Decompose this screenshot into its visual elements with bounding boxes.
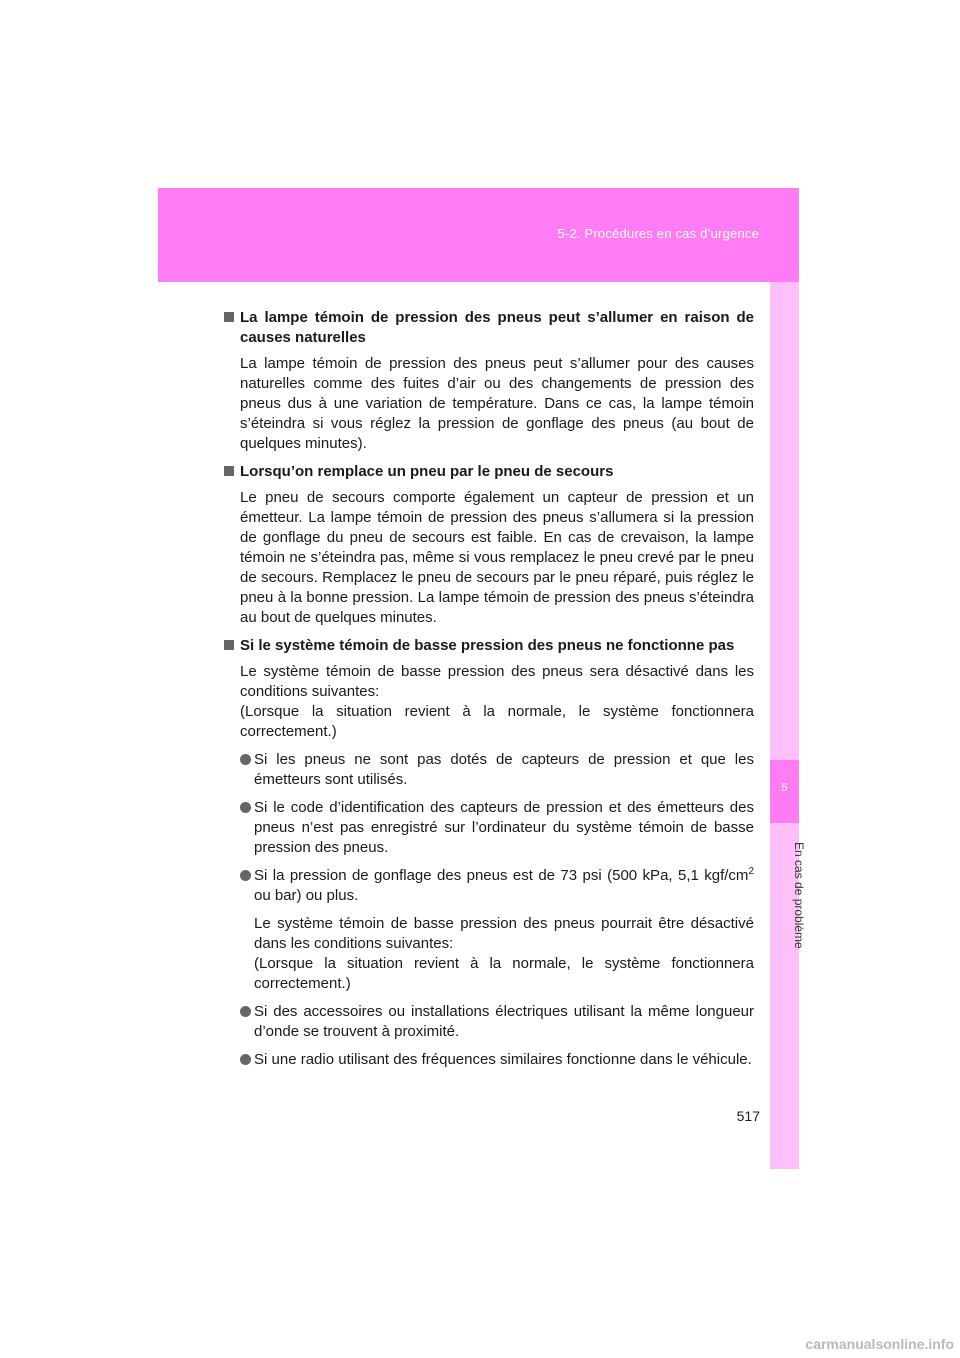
circle-bullet-icon bbox=[240, 1054, 251, 1065]
sub-paragraph: Le système témoin de basse pression des pneus pourrait être désactivé dans les conditions suivantes: bbox=[254, 915, 754, 952]
paragraph: La lampe témoin de pression des pneus peut s’allumer pour des causes naturelles comme des fuites d’air ou des changements de pression des pneus dus à une variation de température. Dans ce cas, la lampe témoin s’éteindra si vous réglez la pression de gonflage des pneus (au bout de quelques minutes). bbox=[240, 355, 754, 452]
chapter-label: En cas de problème bbox=[792, 842, 806, 949]
header-band bbox=[158, 188, 799, 282]
circle-bullet-icon bbox=[240, 802, 251, 813]
heading-text: La lampe témoin de pression des pneus peut s’allumer en raison de causes naturelles bbox=[240, 309, 754, 346]
list-item-text-post: ou bar) ou plus. bbox=[254, 887, 359, 904]
list-item-text-pre: Si la pression de gonflage des pneus est de 73 psi (500 kPa, 5,1 kgf/cm bbox=[254, 867, 749, 884]
watermark: carmanualsonline.info bbox=[805, 1336, 954, 1352]
chapter-tab-active bbox=[770, 760, 799, 823]
section-system-not-working bbox=[224, 636, 754, 1070]
circle-bullet-icon bbox=[240, 754, 251, 765]
paragraph: Le pneu de secours comporte également un capteur de pression et un émetteur. La lampe témoin de pression des pneus s’allumera si la pression de gonflage du pneu de secours est faible. En cas de crevaison, la lampe témoin ne s’éteindra pas, même si vous remplacez le pneu crevé par le pneu de secours. Remplacez le pneu de secours par le pneu réparé, puis réglez le pneu à la bonne pression. La lampe témoin de pression des pneus s’éteindra au bout de quelques minutes. bbox=[240, 489, 754, 626]
heading-text: Lorsqu’on remplace un pneu par le pneu de secours bbox=[240, 463, 614, 480]
list-item-text: Si des accessoires ou installations électriques utilisant la même longueur d’onde se trouvent à proximité. bbox=[254, 1003, 754, 1040]
section-heading bbox=[224, 636, 754, 656]
chapter-number: 5 bbox=[781, 782, 788, 794]
list-item-text: Si le code d’identification des capteurs de pression et des émetteurs des pneus n’est pas enregistré sur l’ordinateur du système témoin de basse pression des pneus. bbox=[254, 799, 754, 856]
page-content bbox=[224, 308, 754, 1078]
sub-paragraph-note: (Lorsque la situation revient à la normale, le système fonctionnera correctement.) bbox=[254, 955, 754, 992]
section-natural-causes bbox=[224, 308, 754, 454]
circle-bullet-icon bbox=[240, 1006, 251, 1017]
list-item bbox=[224, 750, 754, 790]
list-item bbox=[224, 1002, 754, 1042]
list-item bbox=[224, 866, 754, 906]
heading-text: Si le système témoin de basse pression des pneus ne fonctionne pas bbox=[240, 637, 735, 654]
superscript: 2 bbox=[748, 866, 754, 877]
section-title: 5-2. Procédures en cas d’urgence bbox=[557, 226, 759, 241]
section-spare-tire bbox=[224, 462, 754, 628]
square-bullet-icon bbox=[224, 312, 234, 322]
section-heading bbox=[224, 308, 754, 348]
paragraph: Le système témoin de basse pression des pneus sera désactivé dans les conditions suivantes: bbox=[240, 663, 754, 700]
chapter-side-tab bbox=[770, 282, 806, 1169]
chapter-label-wrap bbox=[770, 842, 806, 1032]
square-bullet-icon bbox=[224, 640, 234, 650]
paragraph-note: (Lorsque la situation revient à la normale, le système fonctionnera correctement.) bbox=[240, 703, 754, 740]
list-item-text: Si les pneus ne sont pas dotés de capteurs de pression et que les émetteurs sont utilisés. bbox=[254, 751, 754, 788]
page-number: 517 bbox=[736, 1108, 760, 1124]
circle-bullet-icon bbox=[240, 870, 251, 881]
list-item bbox=[224, 1050, 754, 1070]
square-bullet-icon bbox=[224, 466, 234, 476]
list-item bbox=[224, 798, 754, 858]
section-heading bbox=[224, 462, 754, 482]
list-item-text: Si une radio utilisant des fréquences similaires fonctionne dans le véhicule. bbox=[254, 1051, 752, 1068]
